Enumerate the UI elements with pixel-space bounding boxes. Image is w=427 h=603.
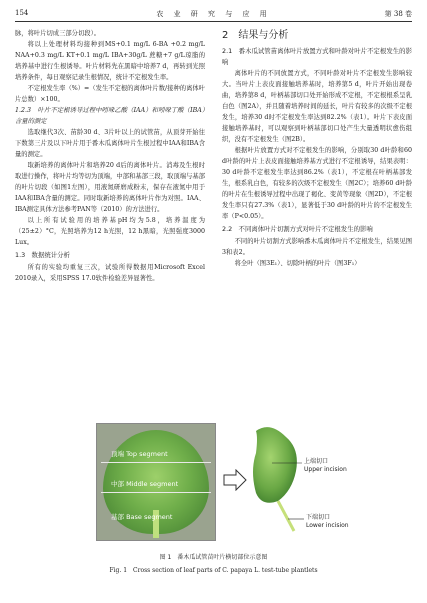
page-header [15,7,412,21]
subsection-heading: 2.1 番木瓜试管苗离体叶片放置方式和叶龄对叶片不定根发生的影响 [222,47,412,66]
paragraph: 脉，将叶片切成三部分切段）。 [15,30,101,37]
top-segment-label: 顶端 Top segment [111,450,168,458]
figure-caption-en: Fig. 1 Cross section of leaf parts of C. papaya L. test-tube plantlets [109,567,318,574]
paragraph: 不定根发生率（%）=（发生不定根的离体叶片数/接种的离体叶片总数）×100。 [15,85,205,103]
paragraph: 不同的叶片切割方式影响番木瓜离体叶片不定根发生，结果见图3和表2。 [222,237,412,256]
paragraph: 将全叶（图3E₁）、切除叶柄的叶片（图3F₁） [234,259,361,267]
paragraph: 将以上处理材料均接种到MS+0.1 mg/L 6-BA +0.2 mg/L NAA+0.3 mg/L KT+0.1 mg/L IBA+30g/L 蔗糖+7 g/L琼脂的培养基中进行生根诱导。叶片材料先在黑暗中培养7 d，再转到光照培养条件，每日观察记录生根情况，统计不定根发生率。 [15,41,205,81]
leaf-petiole [278,501,294,531]
left-column [15,28,205,284]
upper-incision-label: 上端切口 Upper incision [304,458,347,473]
volume-label: 第 38 卷 [384,10,412,18]
paragraph: 选取继代3次、苗龄30 d、3片叶以上的试管苗，从顶芽开始往下数第三片及以下叶片用于番木瓜离体叶片生根过程中IAA和IBA含量的测定。 [15,129,205,158]
page-number: 154 [15,9,29,17]
cut-line-top [101,462,211,463]
paragraph: 所有的实验均重复三次，试验所得数据用Microsoft Excel 2010录入，采用SPSS 17.0软件检验差异显著性。 [15,263,205,282]
journal-title: 农 业 研 究 与 应 用 [156,10,271,18]
paragraph: 以上所有试验用的培养基pH均为5.8，培养温度为（25±2）°C，光照培养为12 h光照，12 h黑暗，光照强度3000 Lux。 [15,217,205,246]
figure-1 [96,423,358,539]
cut-line-bottom [101,492,211,493]
section-heading: 2 结果与分析 [222,30,289,41]
right-column [222,28,412,269]
subsection-heading: 1.2.3 叶片不定根诱导过程中吲哚乙酸（IAA）和吲哚丁酸（IBA）含量的测定 [15,107,205,125]
header-rule [15,21,412,22]
figure-caption-cn: 图 1 番木瓜试管苗叶片横切部位示意图 [159,554,268,561]
base-segment-label: 基部 Base segment [111,513,173,521]
subsection-heading: 1.3 数据统计分析 [15,251,70,259]
subsection-heading: 2.2 不同离体叶片切割方式对叶片不定根发生的影响 [222,225,373,233]
paragraph: 取新培养的离体叶片和培养20 d后的离体叶片。消毒及生根时取进行操作，将叶片均等切为顶端，中部和基部三段，取顶端与基部的叶片切段（如图1左图），用液氮研磨成粉末，保存在液氮中用于IAA和IBA含量的测定。同时取新培养的离体叶片作为对照。IAA、IBA测定具体方法参考PAN等（2010）的方法进行。 [15,162,205,213]
paragraph: 根据叶片放置方式对不定根发生的影响，分别取30 d叶龄和60 d叶龄的叶片上表皮面接触培养基方式进行不定根诱导，结果表明：30 d叶龄不定根发生率达到86.2%（表1），不定根在叶柄基部发生，根系乳白色，有较多的次级不定根发生（图2C）；培养60 d叶龄的叶片在生根诱导过程中出现了褐化、变黄等现象（图2D），不定根发生率只有27.3%（表1），显著低于30 d叶龄的叶片的不定根发生率（P<0.05）。 [222,147,412,220]
paragraph: 离体叶片的不同放置方式，不同叶龄对叶片不定根发生影响较大。当叶片上表皮面接触培养基时，培养第5 d，叶片开始出现卷曲，培养第8 d，叶柄基部切口处开始形成不定根，不定根根系呈乳白色（图2A），并且随着培养时间的延长，叶片有较多的次级不定根发生，培养30 d时不定根发生率达到82.2%（表1）。叶片下表皮面接触培养基时，可以观察到叶柄基部切口处产生大量透明状愈伤组织，没有不定根发生（图2B）。 [222,70,412,143]
leaf-segment-photo [96,423,216,541]
leaf-blade [253,427,297,503]
right-arrow-icon [223,469,247,491]
lower-incision-label: 下端切口 Lower incision [306,514,349,529]
middle-segment-label: 中部 Middle segment [111,480,179,488]
